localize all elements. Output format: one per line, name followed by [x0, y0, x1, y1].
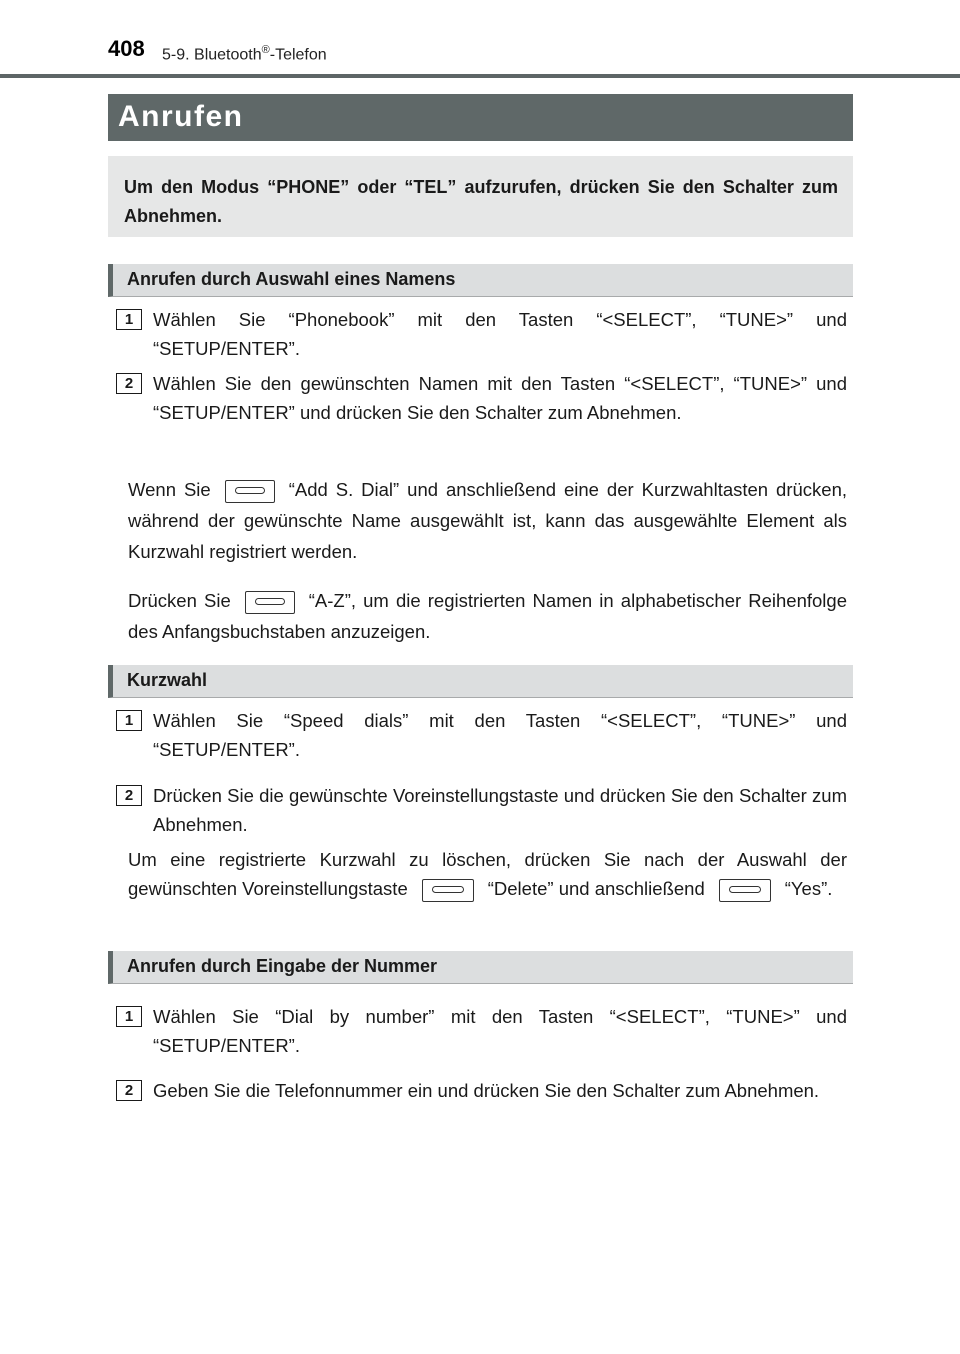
- note-delete-speed-dial: [128, 845, 847, 903]
- chapter-title-post: -Telefon: [269, 46, 327, 64]
- section-heading-name-dial: Anrufen durch Auswahl eines Namens: [108, 264, 853, 297]
- chapter-title-pre: 5-9. Bluetooth: [162, 46, 262, 64]
- header-rule: [0, 74, 960, 78]
- step-number: 2: [116, 1080, 142, 1101]
- step-number: 1: [116, 1006, 142, 1027]
- step-text: Drücken Sie die gewünschte Voreinstellungstaste und drücken Sie den Schalter zum Abnehmen.: [153, 785, 847, 835]
- note-a-z: [128, 585, 847, 647]
- step-text: Wählen Sie “Speed dials” mit den Tasten “<SELECT”, “TUNE>” und “SETUP/ENTER”.: [153, 710, 847, 760]
- page-title: Anrufen: [108, 94, 853, 141]
- step-number: 2: [116, 373, 142, 394]
- note-text: “A-Z”, um die registrierten Namen in alphabetischer Reihenfolge des Anfangsbuchstaben anzuzeigen.: [128, 590, 847, 642]
- step-text: Geben Sie die Telefonnummer ein und drücken Sie den Schalter zum Abnehmen.: [153, 1080, 820, 1101]
- note-text: “Add S. Dial” und anschließend eine der Kurzwahltasten drücken, während der gewünschte Name ausgewählt ist, kann das ausgewählte Element als Kurzwahl registriert werden.: [128, 479, 847, 562]
- section-heading-dial-number: Anrufen durch Eingabe der Nummer: [108, 951, 853, 984]
- note-add-speed-dial: [128, 474, 847, 567]
- note-text: “Delete” und anschließend: [487, 878, 705, 899]
- step-number: 2: [116, 785, 142, 806]
- chapter-title: [162, 44, 327, 64]
- step-text: Wählen Sie “Dial by number” mit den Tasten “<SELECT”, “TUNE>” und “SETUP/ENTER”.: [153, 1006, 847, 1056]
- section-heading-speed-dial: Kurzwahl: [108, 665, 853, 698]
- menu-button-icon: [719, 879, 771, 902]
- note-text: Wenn Sie: [128, 479, 211, 500]
- page-number: 408: [108, 36, 145, 61]
- note-text: “Yes”.: [784, 878, 833, 899]
- note-text: Um eine registrierte Kurzwahl zu löschen, drücken Sie nach der Auswahl der gewünschten Voreinstellungstaste: [128, 849, 847, 899]
- step-number: 1: [116, 309, 142, 330]
- menu-button-icon: [225, 480, 275, 503]
- intro-box: Um den Modus “PHONE” oder “TEL” aufzurufen, drücken Sie den Schalter zum Abnehmen.: [108, 156, 853, 237]
- note-text: Drücken Sie: [128, 590, 231, 611]
- registered-mark: ®: [261, 44, 270, 56]
- menu-button-icon: [245, 591, 295, 614]
- menu-button-icon: [422, 879, 474, 902]
- step-number: 1: [116, 710, 142, 731]
- step-text: Wählen Sie den gewünschten Namen mit den Tasten “<SELECT”, “TUNE>” und “SETUP/ENTER” und drücken Sie den Schalter zum Abnehmen.: [153, 373, 847, 423]
- step-text: Wählen Sie “Phonebook” mit den Tasten “<SELECT”, “TUNE>” und “SETUP/ENTER”.: [153, 309, 847, 359]
